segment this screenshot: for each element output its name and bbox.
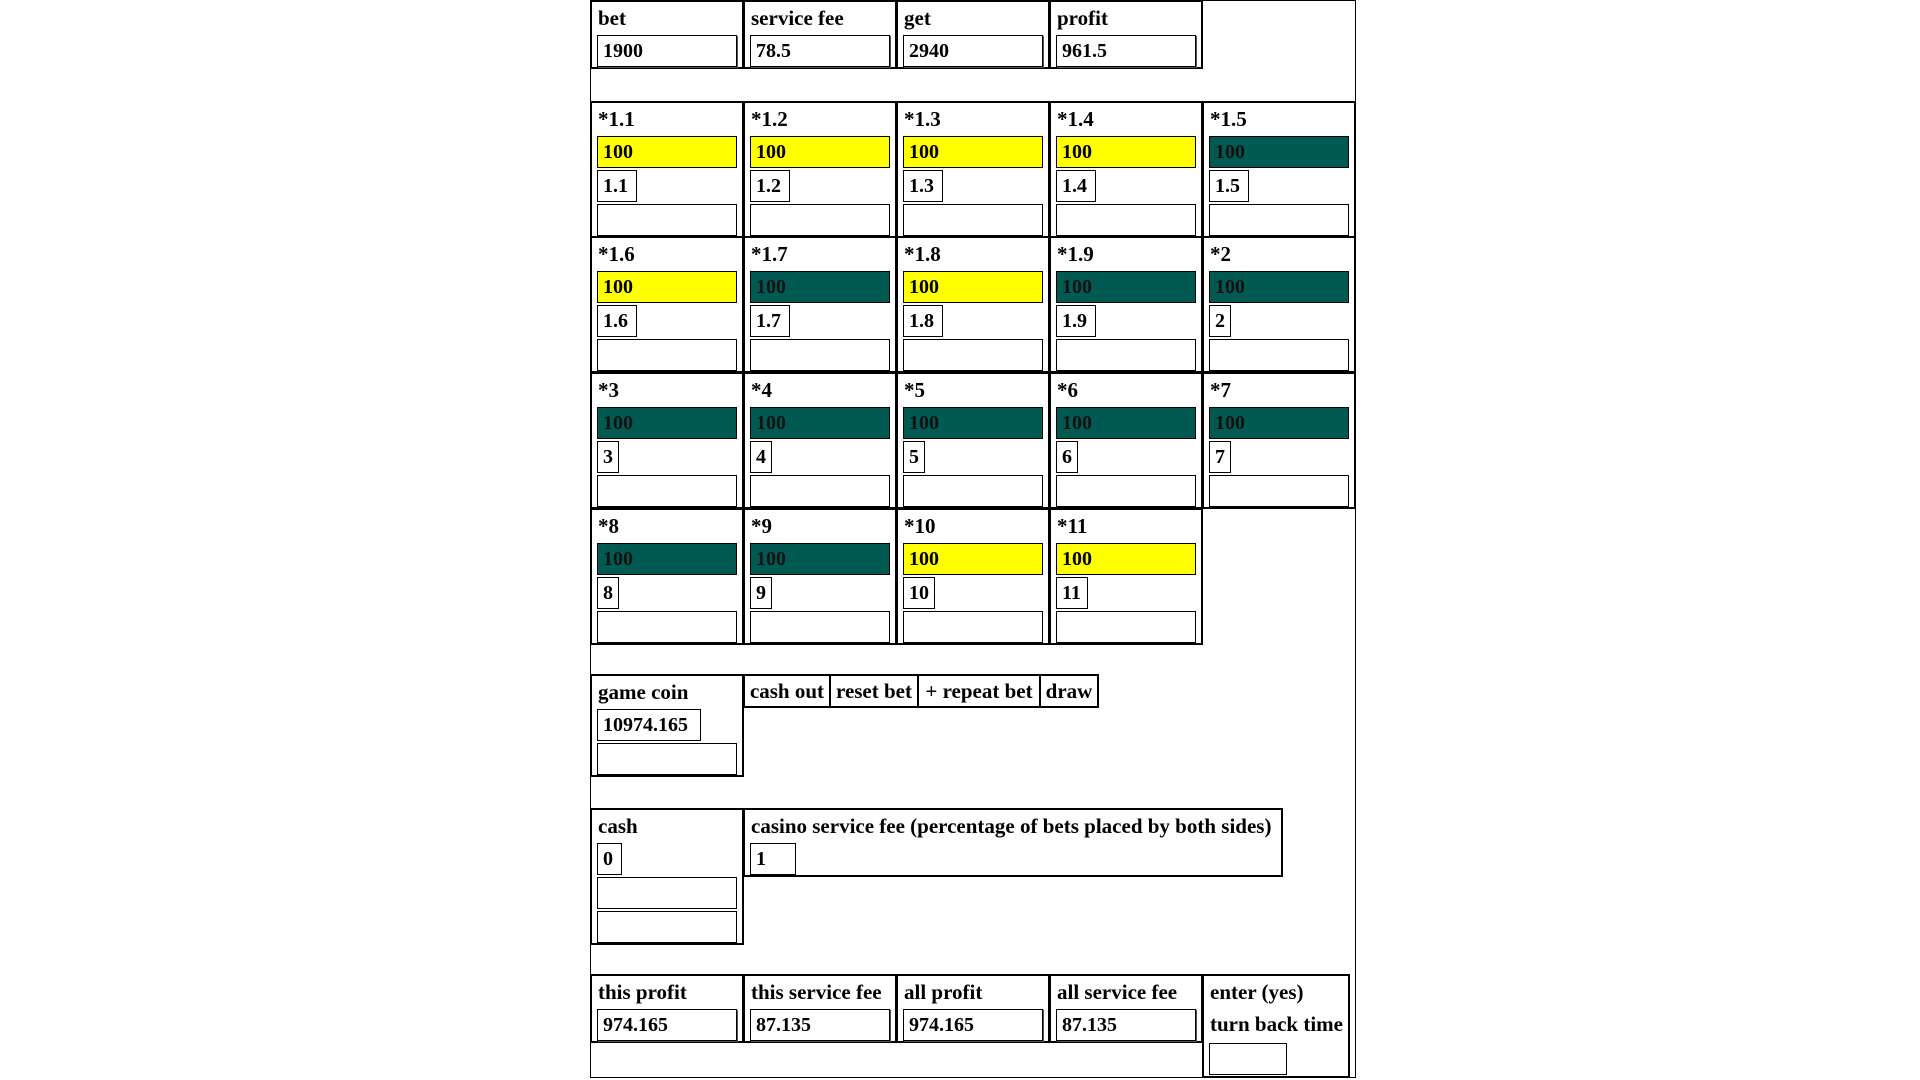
- all-profit-field[interactable]: 974.165: [903, 1009, 1043, 1041]
- multiplier-input[interactable]: [750, 339, 890, 371]
- enter-label: enter (yes): [1210, 980, 1304, 1004]
- this-profit-panel: [590, 974, 744, 1043]
- bet-amount-field[interactable]: 100: [597, 407, 737, 439]
- cash-input-1[interactable]: [597, 877, 737, 909]
- all-service-fee-field[interactable]: 87.135: [1056, 1009, 1196, 1041]
- multiplier-cell: [590, 236, 744, 373]
- multiplier-input[interactable]: [1209, 204, 1349, 236]
- multiplier-cell: [1049, 372, 1203, 509]
- odds-field[interactable]: 4: [750, 441, 772, 473]
- bet-amount-field[interactable]: 100: [750, 271, 890, 303]
- multiplier-label: *9: [751, 514, 772, 538]
- cash-input-2[interactable]: [597, 911, 737, 943]
- bet-amount-field[interactable]: 100: [1056, 136, 1196, 168]
- multiplier-input[interactable]: [597, 339, 737, 371]
- reset-bet-button[interactable]: reset bet: [829, 674, 919, 708]
- multiplier-cell: [1202, 372, 1356, 509]
- bet-amount-field[interactable]: 100: [1056, 543, 1196, 575]
- this-service-fee-panel: [743, 974, 897, 1043]
- enter-input[interactable]: [1209, 1043, 1287, 1075]
- enter-panel: [1202, 974, 1350, 1078]
- multiplier-label: *2: [1210, 242, 1231, 266]
- bet-amount-field[interactable]: 100: [1209, 136, 1349, 168]
- all-profit-panel: [896, 974, 1050, 1043]
- cash-field[interactable]: 0: [597, 843, 622, 875]
- multiplier-input[interactable]: [1056, 339, 1196, 371]
- profit-field[interactable]: 961.5: [1056, 35, 1196, 67]
- bet-amount-field[interactable]: 100: [903, 271, 1043, 303]
- service-fee-field[interactable]: 78.5: [750, 35, 890, 67]
- multiplier-input[interactable]: [1056, 475, 1196, 507]
- bet-amount-field[interactable]: 100: [750, 407, 890, 439]
- multiplier-label: *1.1: [598, 107, 635, 131]
- multiplier-input[interactable]: [903, 475, 1043, 507]
- game-coin-label: game coin: [598, 680, 689, 704]
- multiplier-label: *1.2: [751, 107, 788, 131]
- odds-field[interactable]: 11: [1056, 577, 1088, 609]
- multiplier-label: *10: [904, 514, 936, 538]
- casino-fee-field[interactable]: 1: [750, 843, 796, 875]
- turn-back-time-label: turn back time: [1210, 1012, 1343, 1036]
- multiplier-label: *1.8: [904, 242, 941, 266]
- multiplier-cell: [743, 372, 897, 509]
- multiplier-cell: [1049, 508, 1203, 645]
- multiplier-label: *8: [598, 514, 619, 538]
- bet-amount-field[interactable]: 100: [597, 271, 737, 303]
- multiplier-cell: [743, 236, 897, 373]
- cash-out-button[interactable]: cash out: [743, 674, 831, 708]
- cash-label: cash: [598, 814, 638, 838]
- odds-field[interactable]: 7: [1209, 441, 1231, 473]
- profit-label: profit: [1057, 6, 1108, 30]
- odds-field[interactable]: 1.5: [1209, 170, 1249, 202]
- repeat-bet-button[interactable]: + repeat bet: [917, 674, 1041, 708]
- multiplier-cell: [1049, 236, 1203, 373]
- multiplier-label: *5: [904, 378, 925, 402]
- bet-amount-field[interactable]: 100: [1209, 407, 1349, 439]
- multiplier-input[interactable]: [750, 475, 890, 507]
- odds-field[interactable]: 1.6: [597, 305, 637, 337]
- odds-field[interactable]: 5: [903, 441, 925, 473]
- bet-amount-field[interactable]: 100: [1056, 271, 1196, 303]
- multiplier-cell: [743, 508, 897, 645]
- bet-amount-field[interactable]: 100: [750, 543, 890, 575]
- get-label: get: [904, 6, 931, 30]
- odds-field[interactable]: 6: [1056, 441, 1078, 473]
- odds-field[interactable]: 1.8: [903, 305, 943, 337]
- bet-amount-field[interactable]: 100: [1056, 407, 1196, 439]
- odds-field[interactable]: 8: [597, 577, 619, 609]
- multiplier-input[interactable]: [597, 475, 737, 507]
- bet-amount-field[interactable]: 100: [597, 543, 737, 575]
- profit-summary: [1049, 0, 1203, 69]
- odds-field[interactable]: 1.9: [1056, 305, 1096, 337]
- multiplier-label: *6: [1057, 378, 1078, 402]
- multiplier-input[interactable]: [903, 204, 1043, 236]
- odds-field[interactable]: 2: [1209, 305, 1231, 337]
- game-coin-input[interactable]: [597, 743, 737, 775]
- multiplier-cell: [1202, 236, 1356, 373]
- odds-field[interactable]: 1.4: [1056, 170, 1096, 202]
- cash-panel: [590, 808, 744, 945]
- this-profit-field[interactable]: 974.165: [597, 1009, 737, 1041]
- multiplier-label: *11: [1057, 514, 1088, 538]
- service-fee-summary: [743, 0, 897, 69]
- bet-amount-field[interactable]: 100: [903, 407, 1043, 439]
- odds-field[interactable]: 10: [903, 577, 935, 609]
- bet-field[interactable]: 1900: [597, 35, 737, 67]
- multiplier-cell: [896, 101, 1050, 238]
- multiplier-label: *1.9: [1057, 242, 1094, 266]
- multiplier-cell: [896, 508, 1050, 645]
- game-coin-panel: [590, 674, 744, 777]
- odds-field[interactable]: 9: [750, 577, 772, 609]
- multiplier-label: *1.5: [1210, 107, 1247, 131]
- bet-label: bet: [598, 6, 626, 30]
- multiplier-cell: [896, 372, 1050, 509]
- draw-button[interactable]: draw: [1039, 674, 1099, 708]
- bet-amount-field[interactable]: 100: [597, 136, 737, 168]
- multiplier-input[interactable]: [1209, 339, 1349, 371]
- bet-summary: [590, 0, 744, 69]
- multiplier-label: *1.7: [751, 242, 788, 266]
- odds-field[interactable]: 3: [597, 441, 619, 473]
- all-service-fee-label: all service fee: [1057, 980, 1178, 1004]
- service-fee-label: service fee: [751, 6, 844, 30]
- casino-fee-label: casino service fee (percentage of bets placed by both sides): [751, 814, 1272, 838]
- multiplier-cell: [590, 508, 744, 645]
- bet-amount-field[interactable]: 100: [903, 543, 1043, 575]
- this-service-fee-field[interactable]: 87.135: [750, 1009, 890, 1041]
- multiplier-label: *1.4: [1057, 107, 1094, 131]
- multiplier-input[interactable]: [903, 611, 1043, 643]
- multiplier-input[interactable]: [903, 339, 1043, 371]
- multiplier-label: *1.6: [598, 242, 635, 266]
- bet-amount-field[interactable]: 100: [750, 136, 890, 168]
- multiplier-input[interactable]: [1209, 475, 1349, 507]
- multiplier-input[interactable]: [1056, 204, 1196, 236]
- multiplier-cell: [1202, 101, 1356, 238]
- multiplier-cell: [896, 236, 1050, 373]
- all-profit-label: all profit: [904, 980, 983, 1004]
- multiplier-cell: [590, 101, 744, 238]
- odds-field[interactable]: 1.7: [750, 305, 790, 337]
- odds-field[interactable]: 1.3: [903, 170, 943, 202]
- all-service-fee-panel: [1049, 974, 1203, 1043]
- bet-amount-field[interactable]: 100: [1209, 271, 1349, 303]
- multiplier-input[interactable]: [750, 204, 890, 236]
- multiplier-input[interactable]: [1056, 611, 1196, 643]
- game-coin-field[interactable]: 10974.165: [597, 709, 701, 741]
- this-service-fee-label: this service fee: [751, 980, 882, 1004]
- multiplier-input[interactable]: [750, 611, 890, 643]
- multiplier-label: *4: [751, 378, 772, 402]
- odds-field[interactable]: 1.1: [597, 170, 637, 202]
- multiplier-input[interactable]: [597, 204, 737, 236]
- bet-amount-field[interactable]: 100: [903, 136, 1043, 168]
- multiplier-label: *7: [1210, 378, 1231, 402]
- get-field[interactable]: 2940: [903, 35, 1043, 67]
- casino-fee-panel: [743, 808, 1283, 877]
- multiplier-label: *1.3: [904, 107, 941, 131]
- multiplier-cell: [590, 372, 744, 509]
- get-summary: [896, 0, 1050, 69]
- multiplier-input[interactable]: [597, 611, 737, 643]
- this-profit-label: this profit: [598, 980, 687, 1004]
- multiplier-cell: [1049, 101, 1203, 238]
- odds-field[interactable]: 1.2: [750, 170, 790, 202]
- multiplier-label: *3: [598, 378, 619, 402]
- multiplier-cell: [743, 101, 897, 238]
